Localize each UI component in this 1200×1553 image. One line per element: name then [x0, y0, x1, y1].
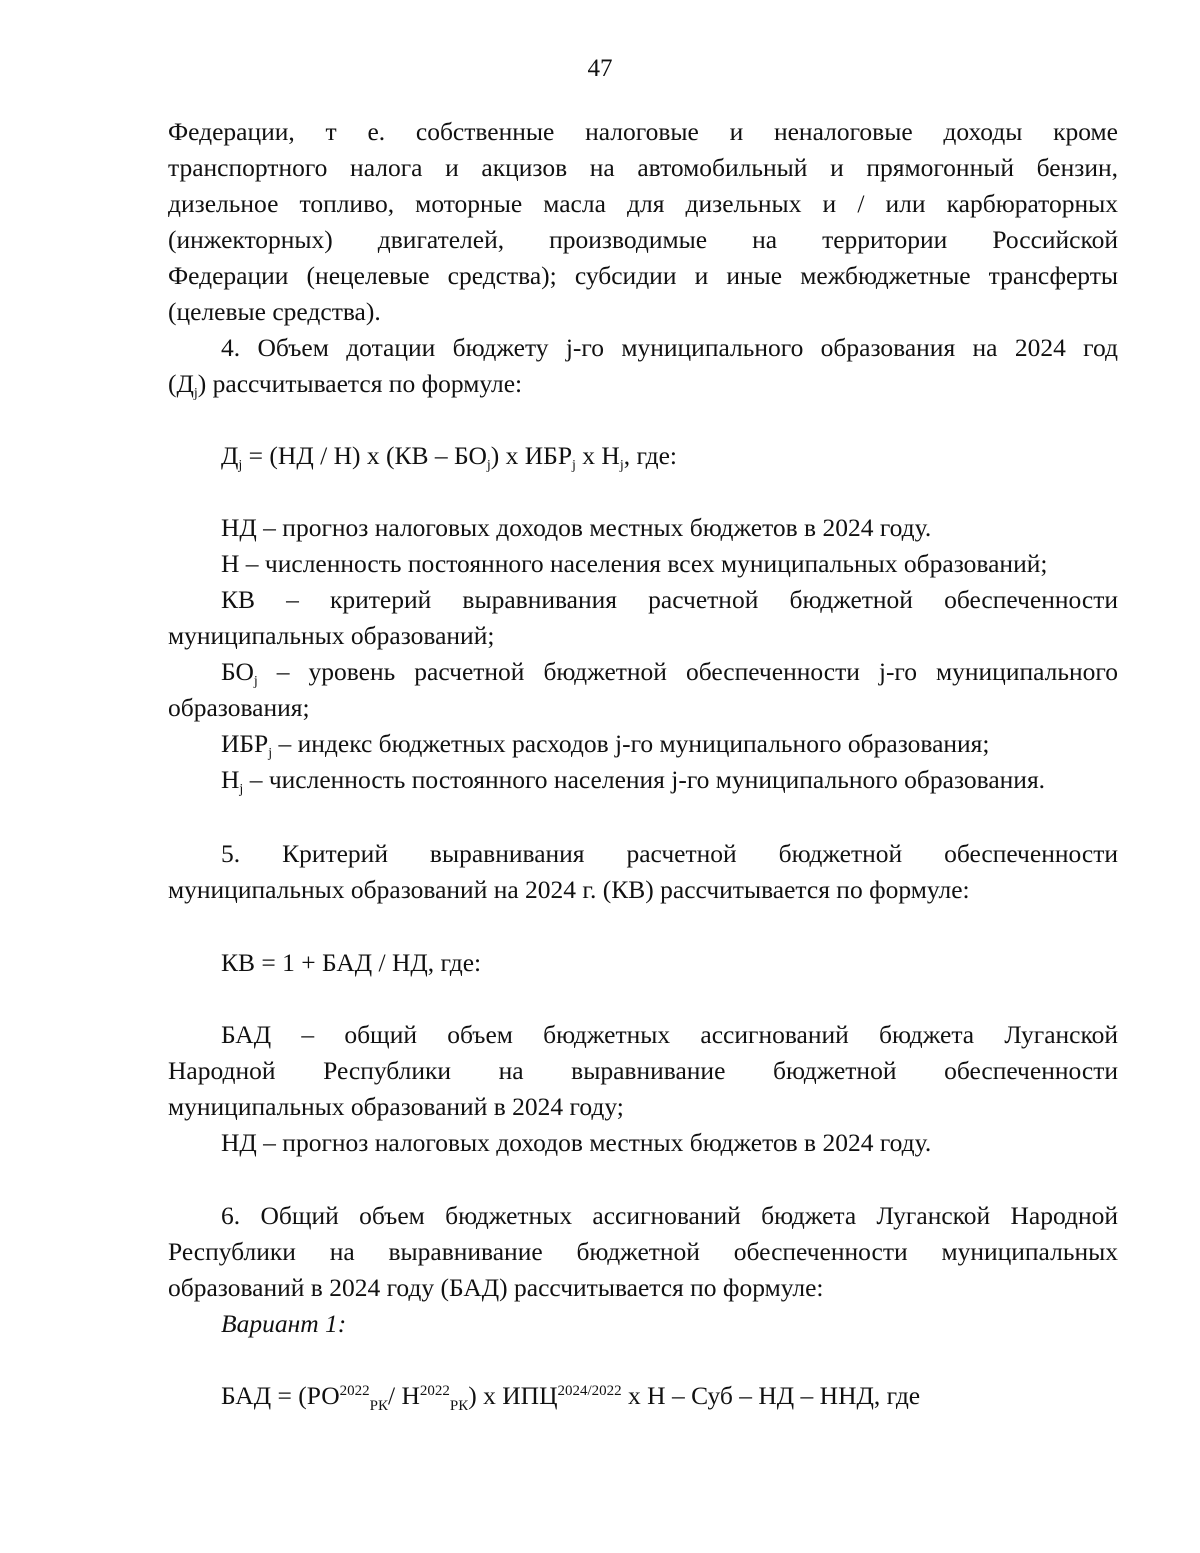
definitions-formula-1	[168, 510, 1118, 798]
paragraph-item-4	[168, 330, 1118, 402]
paragraph-continuation	[168, 114, 1118, 330]
text-line: Федерации, т е. собственные налоговые и неналоговые доходы кроме	[168, 117, 1118, 146]
definition-line: $Н_j$ – численность постоянного населения j-го муниципального образования.	[221, 765, 1046, 797]
text-line: 6. Общий объем бюджетных ассигнований бюджета Луганской Народной	[221, 1201, 1118, 1230]
page-number: 47	[587, 55, 613, 82]
variant-label: Вариант 1:	[221, 1309, 347, 1338]
text-line: Федерации (нецелевые средства); субсидии и иные межбюджетные трансферты	[168, 261, 1118, 290]
formula-line: $Д_j = (НД / Н)$ х $(КВ - БО_j)$ х $ИБР_j$ х $Н_j$, где:	[221, 441, 678, 473]
formula-bad	[168, 1378, 1118, 1414]
definition-line: муниципальных образований в 2024 году;	[168, 1092, 624, 1121]
formula-line: БАД = ($РО^{2022}_{РК}/$ $Н^{2022}_{РК}$) х $ИПЦ^{2024/2022}$ х Н – Суб – НД – ННД, где	[221, 1381, 921, 1414]
text-line: образований в 2024 году (БАД) рассчитывается по формуле:	[168, 1273, 824, 1302]
definitions-formula-2	[168, 1017, 1118, 1161]
formula-subsidy	[168, 438, 1118, 474]
text-line: дизельное топливо, моторные масла для дизельных и / или карбюраторных	[168, 189, 1118, 218]
text-line: (инжекторных) двигателей, производимые на территории Российской	[168, 225, 1118, 254]
formula-line: КВ = 1 + БАД / НД, где:	[221, 948, 482, 977]
text-line: 5. Критерий выравнивания расчетной бюджетной обеспеченности	[221, 839, 1118, 868]
definition-line: Народной Республики на выравнивание бюджетной обеспеченности	[168, 1056, 1118, 1085]
definition-line: образования;	[168, 693, 310, 722]
definition-line: муниципальных образований;	[168, 621, 495, 650]
definition-line: $ИБР_j$ – индекс бюджетных расходов j-го муниципального образования;	[221, 729, 990, 761]
definition-line: БАД – общий объем бюджетных ассигнований бюджета Луганской	[221, 1020, 1118, 1049]
text-line: муниципальных образований на 2024 г. (КВ) рассчитывается по формуле:	[168, 875, 970, 904]
text-line: (целевые средства).	[168, 297, 381, 326]
definition-line: НД – прогноз налоговых доходов местных бюджетов в 2024 году.	[221, 513, 932, 542]
paragraph-item-5	[168, 836, 1118, 908]
text-line: Республики на выравнивание бюджетной обеспеченности муниципальных	[168, 1237, 1118, 1266]
definition-line: $БО_j$ – уровень расчетной бюджетной обеспеченности j-го муниципального	[221, 657, 1118, 689]
definition-line: КВ – критерий выравнивания расчетной бюджетной обеспеченности	[221, 585, 1118, 614]
paragraph-item-6	[168, 1198, 1118, 1342]
formula-kv	[168, 945, 1118, 981]
definition-line: Н – численность постоянного населения всех муниципальных образований;	[221, 549, 1048, 578]
text-line: 4. Объем дотации бюджету j-го муниципального образования на 2024 год	[221, 333, 1118, 362]
text-line: $(Д_j)$ рассчитывается по формуле:	[168, 369, 523, 401]
text-line: транспортного налога и акцизов на автомобильный и прямогонный бензин,	[168, 153, 1118, 182]
definition-line: НД – прогноз налоговых доходов местных бюджетов в 2024 году.	[221, 1128, 932, 1157]
